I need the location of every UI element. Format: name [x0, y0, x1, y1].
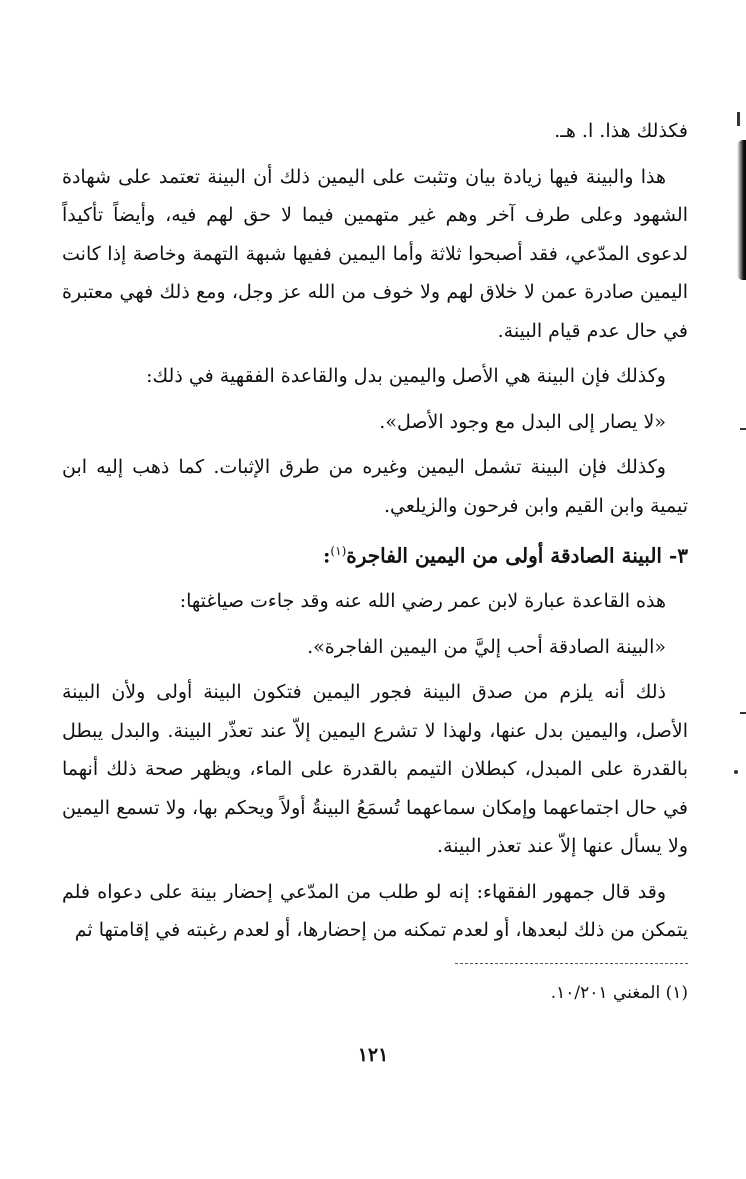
page-edge-shadow: [737, 140, 746, 280]
paragraph: وكذلك فإن البينة هي الأصل واليمين بدل والقاعدة الفقهية في ذلك:: [146, 365, 666, 387]
main-text: [62, 112, 688, 950]
page-number: ١٢١: [357, 1044, 389, 1066]
edge-mark: [737, 112, 740, 126]
footnote-reference: (١): [330, 544, 347, 558]
paragraph: وقد قال جمهور الفقهاء: إنه لو طلب من المدّعي إحضار بينة على دعواه فلم يتمكن من ذلك لبعدها، أو لعدم تمكنه من إحضارها، أو لعدم رغبته في إقامتها ثم: [62, 880, 688, 942]
paragraph: ذلك أنه يلزم من صدق البينة فجور اليمين فتكون البينة أولى ولأن البينة الأصل، واليمين بدل عنها، ولهذا لا تشرع اليمين إلاّ عند تعذّر البينة. والبدل يبطل بالقدرة على المبدل، كبطلان التيمم بالقدرة على الماء، ويظهر صحة ذلك أنهما في حال اجتماعهما وإمكان سماعهما تُسمَعُ البينةُ أولاً ويحكم بها، ولا تسمع اليمين ولا يسأل عنها إلاّ عند تعذر البينة.: [62, 681, 688, 858]
edge-mark: [740, 712, 746, 714]
paragraph: فكذلك هذا. ا. هـ.: [554, 120, 688, 142]
footnote: (١) المغني ١٠/٢٠١.: [550, 983, 688, 1003]
section-heading-text: ٣- البينة الصادقة أولى من اليمين الفاجرة: [346, 543, 688, 568]
paragraph: هذا والبينة فيها زيادة بيان وتثبت على اليمين ذلك أن البينة تعتمد على شهادة الشهود وعلى طرف آخر وهم غير متهمين فيما لا حق لهم فيه، وأيضاً تأكيداً لدعوى المدّعي، فقد أصبحوا ثلاثة وأما اليمين ففيها شبهة التهمة وخاصة إذا كانت اليمين صادرة عمن لا خلاق لهم ولا خوف من الله عز وجل، ومع ذلك فهي معتبرة في حال عدم قيام البينة.: [62, 165, 688, 342]
quoted-rule: «البينة الصادقة أحب إليَّ من اليمين الفاجرة».: [307, 635, 666, 658]
edge-mark: [734, 770, 738, 774]
paragraph: وكذلك فإن البينة تشمل اليمين وغيره من طرق الإثبات. كما ذهب إليه ابن تيمية وابن القيم وابن فرحون والزيلعي.: [62, 456, 688, 517]
section-heading-colon: :: [323, 543, 331, 568]
paragraph: هذه القاعدة عبارة لابن عمر رضي الله عنه وقد جاءت صياغتها:: [179, 590, 666, 613]
section-heading: [62, 532, 688, 575]
edge-mark: [740, 428, 746, 430]
quoted-rule: «لا يصار إلى البدل مع وجود الأصل».: [379, 410, 666, 433]
footnote-divider: [455, 963, 688, 964]
